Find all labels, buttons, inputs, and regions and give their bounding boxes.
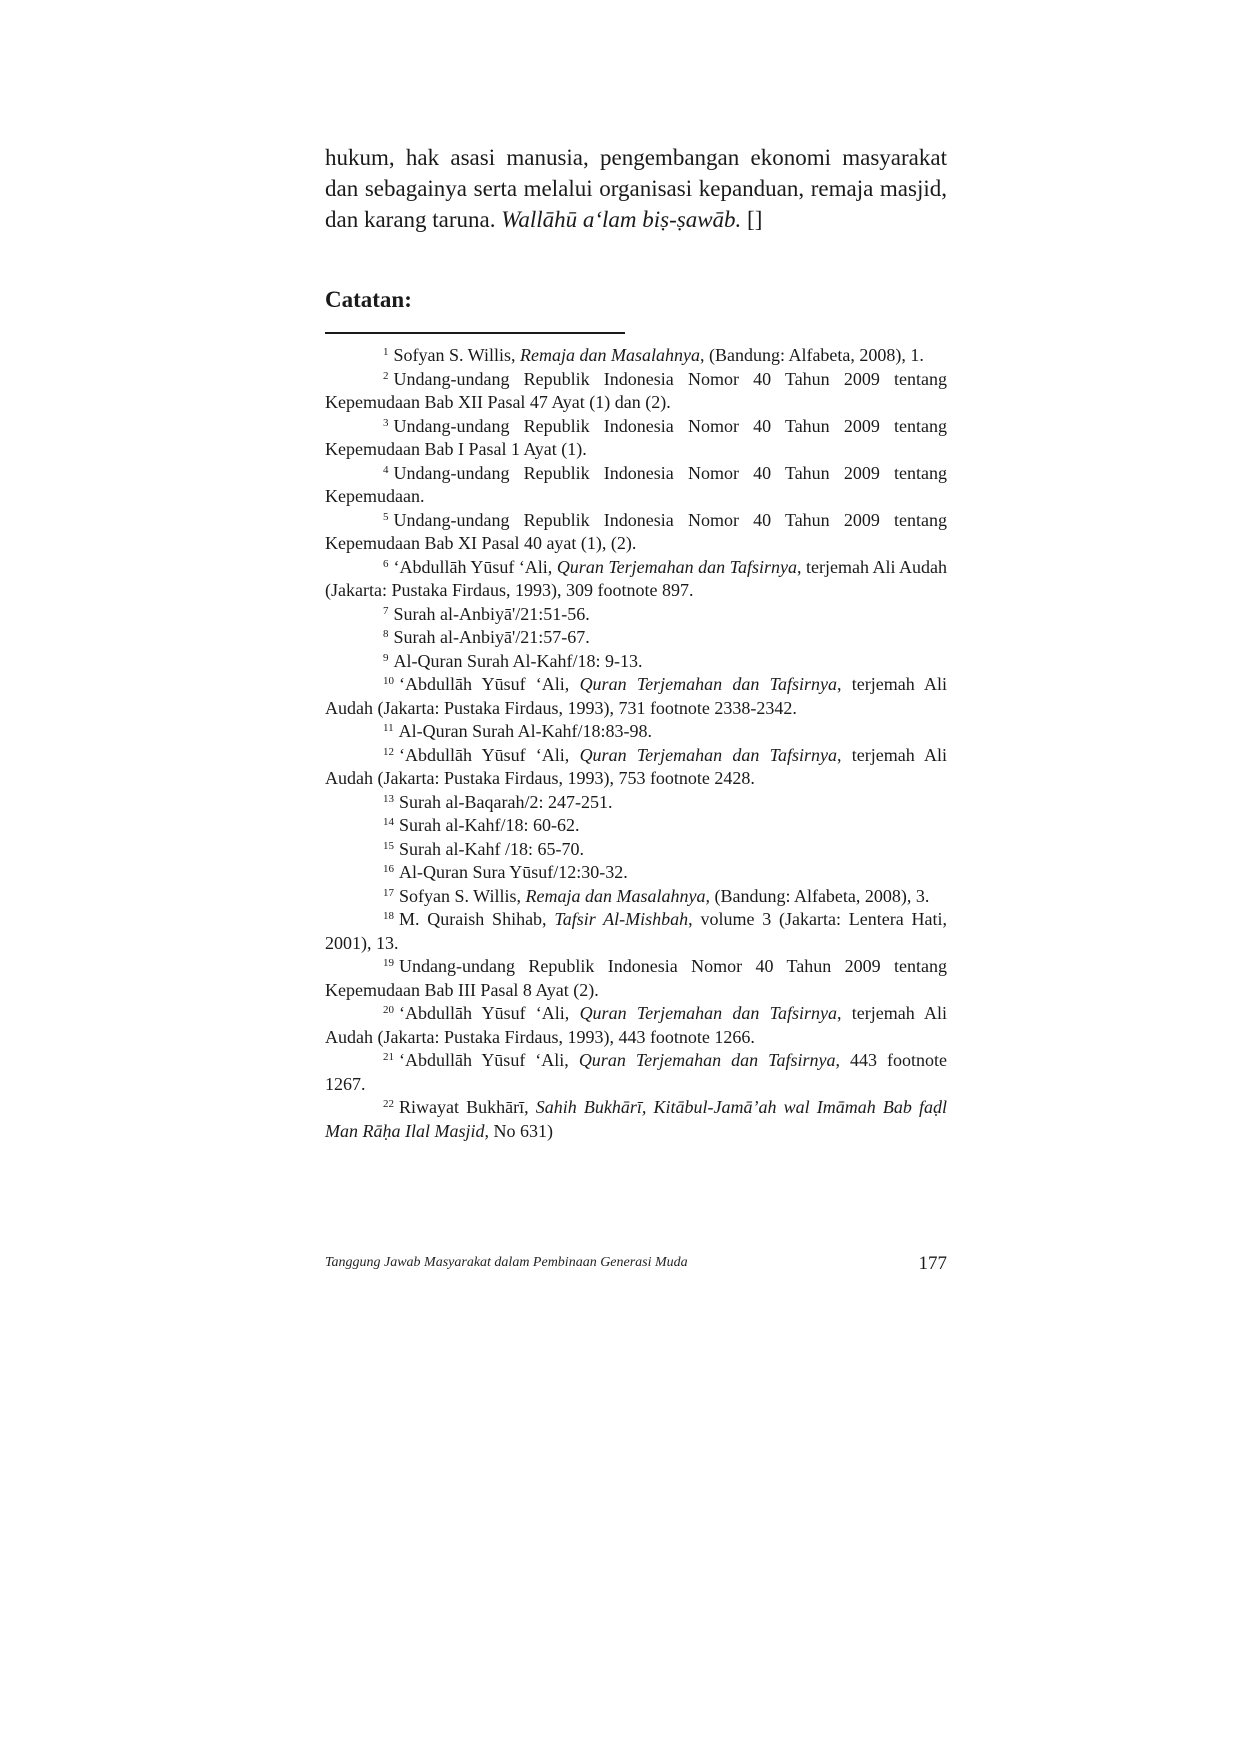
endnote-text: Undang-undang Republik Indonesia Nomor 40 Tahun 2009 tentang Kepemudaan Bab III Pasal 8 Ayat (2).	[325, 956, 947, 1000]
endnote	[325, 838, 947, 862]
endnote	[325, 814, 947, 838]
endnote	[325, 368, 947, 415]
endnote	[325, 1049, 947, 1096]
endnote	[325, 720, 947, 744]
endnote	[325, 955, 947, 1002]
endnote-number: 12	[383, 745, 394, 758]
endnote-text: ‘Abdullāh Yūsuf ‘Ali,	[399, 744, 580, 765]
endnote-text: ‘Abdullāh Yūsuf ‘Ali,	[399, 674, 580, 694]
endnote-number: 18	[383, 910, 394, 922]
endnote-title: Remaja dan Masalahnya,	[525, 885, 710, 906]
endnote-number: 1	[383, 346, 389, 358]
endnote-number: 4	[383, 463, 389, 476]
endnote-number: 19	[383, 957, 394, 969]
endnote	[325, 885, 947, 909]
endnote-title: Tafsir Al-Mishbah	[554, 909, 689, 929]
endnote-text: Al-Quran Surah Al-Kahf/18:83-98.	[398, 721, 653, 741]
endnote	[325, 509, 947, 556]
endnote	[325, 791, 947, 815]
body-paragraph	[325, 142, 947, 235]
closing-phrase: Wallāhū a‘lam biṣ-ṣawāb.	[501, 207, 742, 232]
endnote-text: Undang-undang Republik Indonesia Nomor 40 Tahun 2009 tentang Kepemudaan.	[325, 462, 947, 506]
endnote-text: Surah al-Baqarah/2: 247-251.	[399, 791, 613, 812]
endnote-text: Surah al-Kahf/18: 60-62.	[399, 815, 580, 835]
endnote-number: 7	[383, 604, 389, 617]
endnote-number: 14	[383, 816, 394, 828]
endnote-number: 15	[383, 839, 394, 852]
endnote-text: Riwayat Bukhārī,	[399, 1097, 536, 1117]
endnote-title: Quran Terjemahan dan Tafsirnya	[579, 1003, 838, 1023]
endnote-text: , volume 3 (Jakarta: Lentera Hati, 2001), 13.	[325, 909, 947, 953]
notes-divider	[325, 332, 625, 334]
endnote-text: , terjemah Ali Audah (Jakarta: Pustaka Firdaus, 1993), 731 footnote 2338-2342.	[325, 674, 947, 718]
endnote-title: Quran Terjemahan dan Tafsirnya	[579, 674, 838, 694]
endnote	[325, 673, 947, 720]
endnote-text: Surah al-Anbiyā'/21:57-67.	[393, 627, 590, 647]
endnote-text: , terjemah Ali Audah (Jakarta: Pustaka Firdaus, 1993), 443 footnote 1266.	[325, 1003, 947, 1047]
endnote-text: ‘Abdullāh Yūsuf ‘Ali,	[399, 1050, 579, 1070]
endnote-number: 22	[383, 1098, 394, 1110]
page-number: 177	[918, 1253, 947, 1274]
endnote-text: , terjemah Ali Audah (Jakarta: Pustaka Firdaus, 1993), 753 footnote 2428.	[325, 744, 947, 788]
endnote-text: Sofyan S. Willis,	[399, 885, 526, 906]
running-title: Tanggung Jawab Masyarakat dalam Pembinaan Generasi Muda	[325, 1255, 688, 1270]
endnote	[325, 626, 947, 650]
endnote-number: 11	[383, 722, 394, 734]
endnote	[325, 861, 947, 885]
endnote-title: Sahih Bukhārī, Kitābul-Jamā’ah wal Imāmah Bab faḍl Man Rāḥa Ilal Masjid	[325, 1097, 947, 1141]
page-footer	[325, 1253, 947, 1279]
endnote-number: 10	[383, 675, 394, 687]
endnote-text: Surah al-Anbiyā'/21:51-56.	[393, 603, 590, 624]
endnote	[325, 744, 947, 791]
endnote-title: Quran Terjemahan dan Tafsirnya	[578, 1050, 836, 1070]
endnote-text: Surah al-Kahf /18: 65-70.	[399, 838, 584, 859]
endnote-text: Undang-undang Republik Indonesia Nomor 40 Tahun 2009 tentang Kepemudaan Bab XI Pasal 40 ayat (1), (2).	[325, 509, 947, 553]
endnote	[325, 462, 947, 509]
endnote-text: , No 631)	[484, 1120, 553, 1141]
endnote-text: M. Quraish Shihab,	[399, 909, 555, 929]
endnote-text: Al-Quran Surah Al-Kahf/18: 9-13.	[393, 650, 643, 671]
endnote-number: 8	[383, 628, 389, 640]
endnote-title: Remaja dan Masalahnya	[519, 345, 700, 365]
endnote-number: 2	[383, 369, 389, 382]
endnote-number: 21	[383, 1051, 394, 1063]
endnote	[325, 603, 947, 627]
endnote-text: Undang-undang Republik Indonesia Nomor 40 Tahun 2009 tentang Kepemudaan Bab XII Pasal 47 Ayat (1) dan (2).	[325, 368, 947, 412]
endnote-number: 3	[383, 416, 389, 429]
notes-heading: Catatan:	[325, 287, 412, 312]
endnote-text: , terjemah Ali Audah (Jakarta: Pustaka Firdaus, 1993), 309 footnote 897.	[325, 556, 947, 600]
endnote	[325, 1096, 947, 1143]
endnote-text: Sofyan S. Willis,	[393, 345, 520, 365]
endnote-text: ‘Abdullāh Yūsuf ‘Ali,	[399, 1003, 580, 1023]
endnote-number: 13	[383, 792, 394, 805]
endnote-number: 17	[383, 886, 394, 899]
endnote	[325, 1002, 947, 1049]
endnote	[325, 415, 947, 462]
end-mark: []	[741, 207, 763, 232]
endnote-number: 16	[383, 863, 394, 875]
body-text: hukum, hak asasi manusia, pengembangan ekonomi masyarakat dan sebagainya serta melalui organisasi kepanduan, remaja masjid, dan karang taruna.	[325, 145, 947, 232]
endnote	[325, 908, 947, 955]
endnote	[325, 650, 947, 674]
endnote-text: (Bandung: Alfabeta, 2008), 3.	[709, 885, 930, 906]
endnote-text: , 443 footnote 1267.	[325, 1050, 947, 1094]
endnotes-list	[325, 344, 947, 1143]
endnote-number: 20	[383, 1004, 394, 1016]
endnote-title: Quran Terjemahan dan Tafsirnya	[579, 744, 838, 765]
endnote	[325, 556, 947, 603]
endnote-text: , (Bandung: Alfabeta, 2008), 1.	[699, 345, 924, 365]
endnote-title: Quran Terjemahan dan Tafsirnya	[556, 556, 798, 577]
endnote-number: 9	[383, 651, 389, 664]
endnote-text: ‘Abdullāh Yūsuf ‘Ali,	[393, 556, 557, 577]
endnote-text: Undang-undang Republik Indonesia Nomor 40 Tahun 2009 tentang Kepemudaan Bab I Pasal 1 Ayat (1).	[325, 415, 947, 459]
endnote-text: Al-Quran Sura Yūsuf/12:30-32.	[399, 862, 628, 882]
endnote-number: 5	[383, 510, 389, 523]
endnote	[325, 344, 947, 368]
endnote-number: 6	[383, 557, 389, 570]
